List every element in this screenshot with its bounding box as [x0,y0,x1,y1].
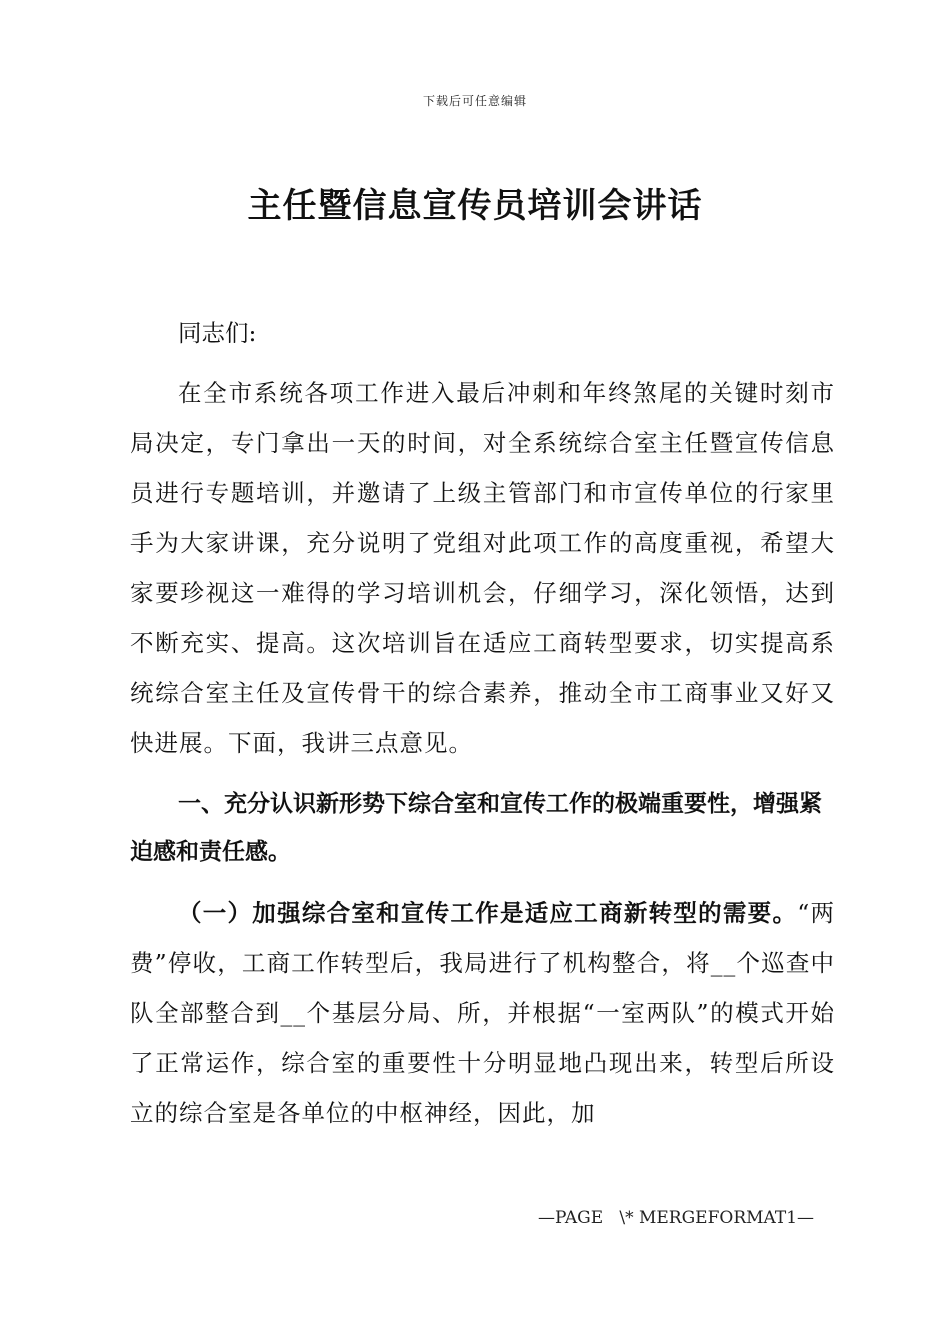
subsection-heading-1: （一）加强综合室和宣传工作是适应工商新转型的需要。 [178,899,798,927]
paragraph-2-text: “两费”停收，工商工作转型后，我局进行了机构整合，将__个巡查中队全部整合到__个基层分局、所，并根据“一室两队”的模式开始了正常运作，综合室的重要性十分明显地凸现出来，转型后所设立的综合室是各单位的中枢神经，因此，加 [130,899,836,1127]
salutation: 同志们: [178,319,257,347]
section-heading-1: 一、充分认识新形势下综合室和宣传工作的极端重要性，增强紧迫感和责任感。 [130,791,822,865]
paragraph-1: 在全市系统各项工作进入最后冲刺和年终煞尾的关键时刻市局决定，专门拿出一天的时间，对全系统综合室主任暨宣传信息员进行专题培训，并邀请了上级主管部门和市宣传单位的行家里手为大家讲课，充分说明了党组对此项工作的高度重视，希望大家要珍视这一难得的学习培训机会，仔细学习，深化领悟，达到不断充实、提高。这次培训旨在适应工商转型要求，切实提高系统综合室主任及宣传骨干的综合素养，推动全市工商事业又好又快进展。下面，我讲三点意见。 [130,379,835,757]
page-footer: —PAGE \* MERGEFORMAT1— [538,1208,815,1228]
document-title: 主任暨信息宣传员培训会讲话 [247,186,703,226]
header-note: 下载后可任意编辑 [422,94,527,108]
paragraph-2 [130,888,835,1138]
